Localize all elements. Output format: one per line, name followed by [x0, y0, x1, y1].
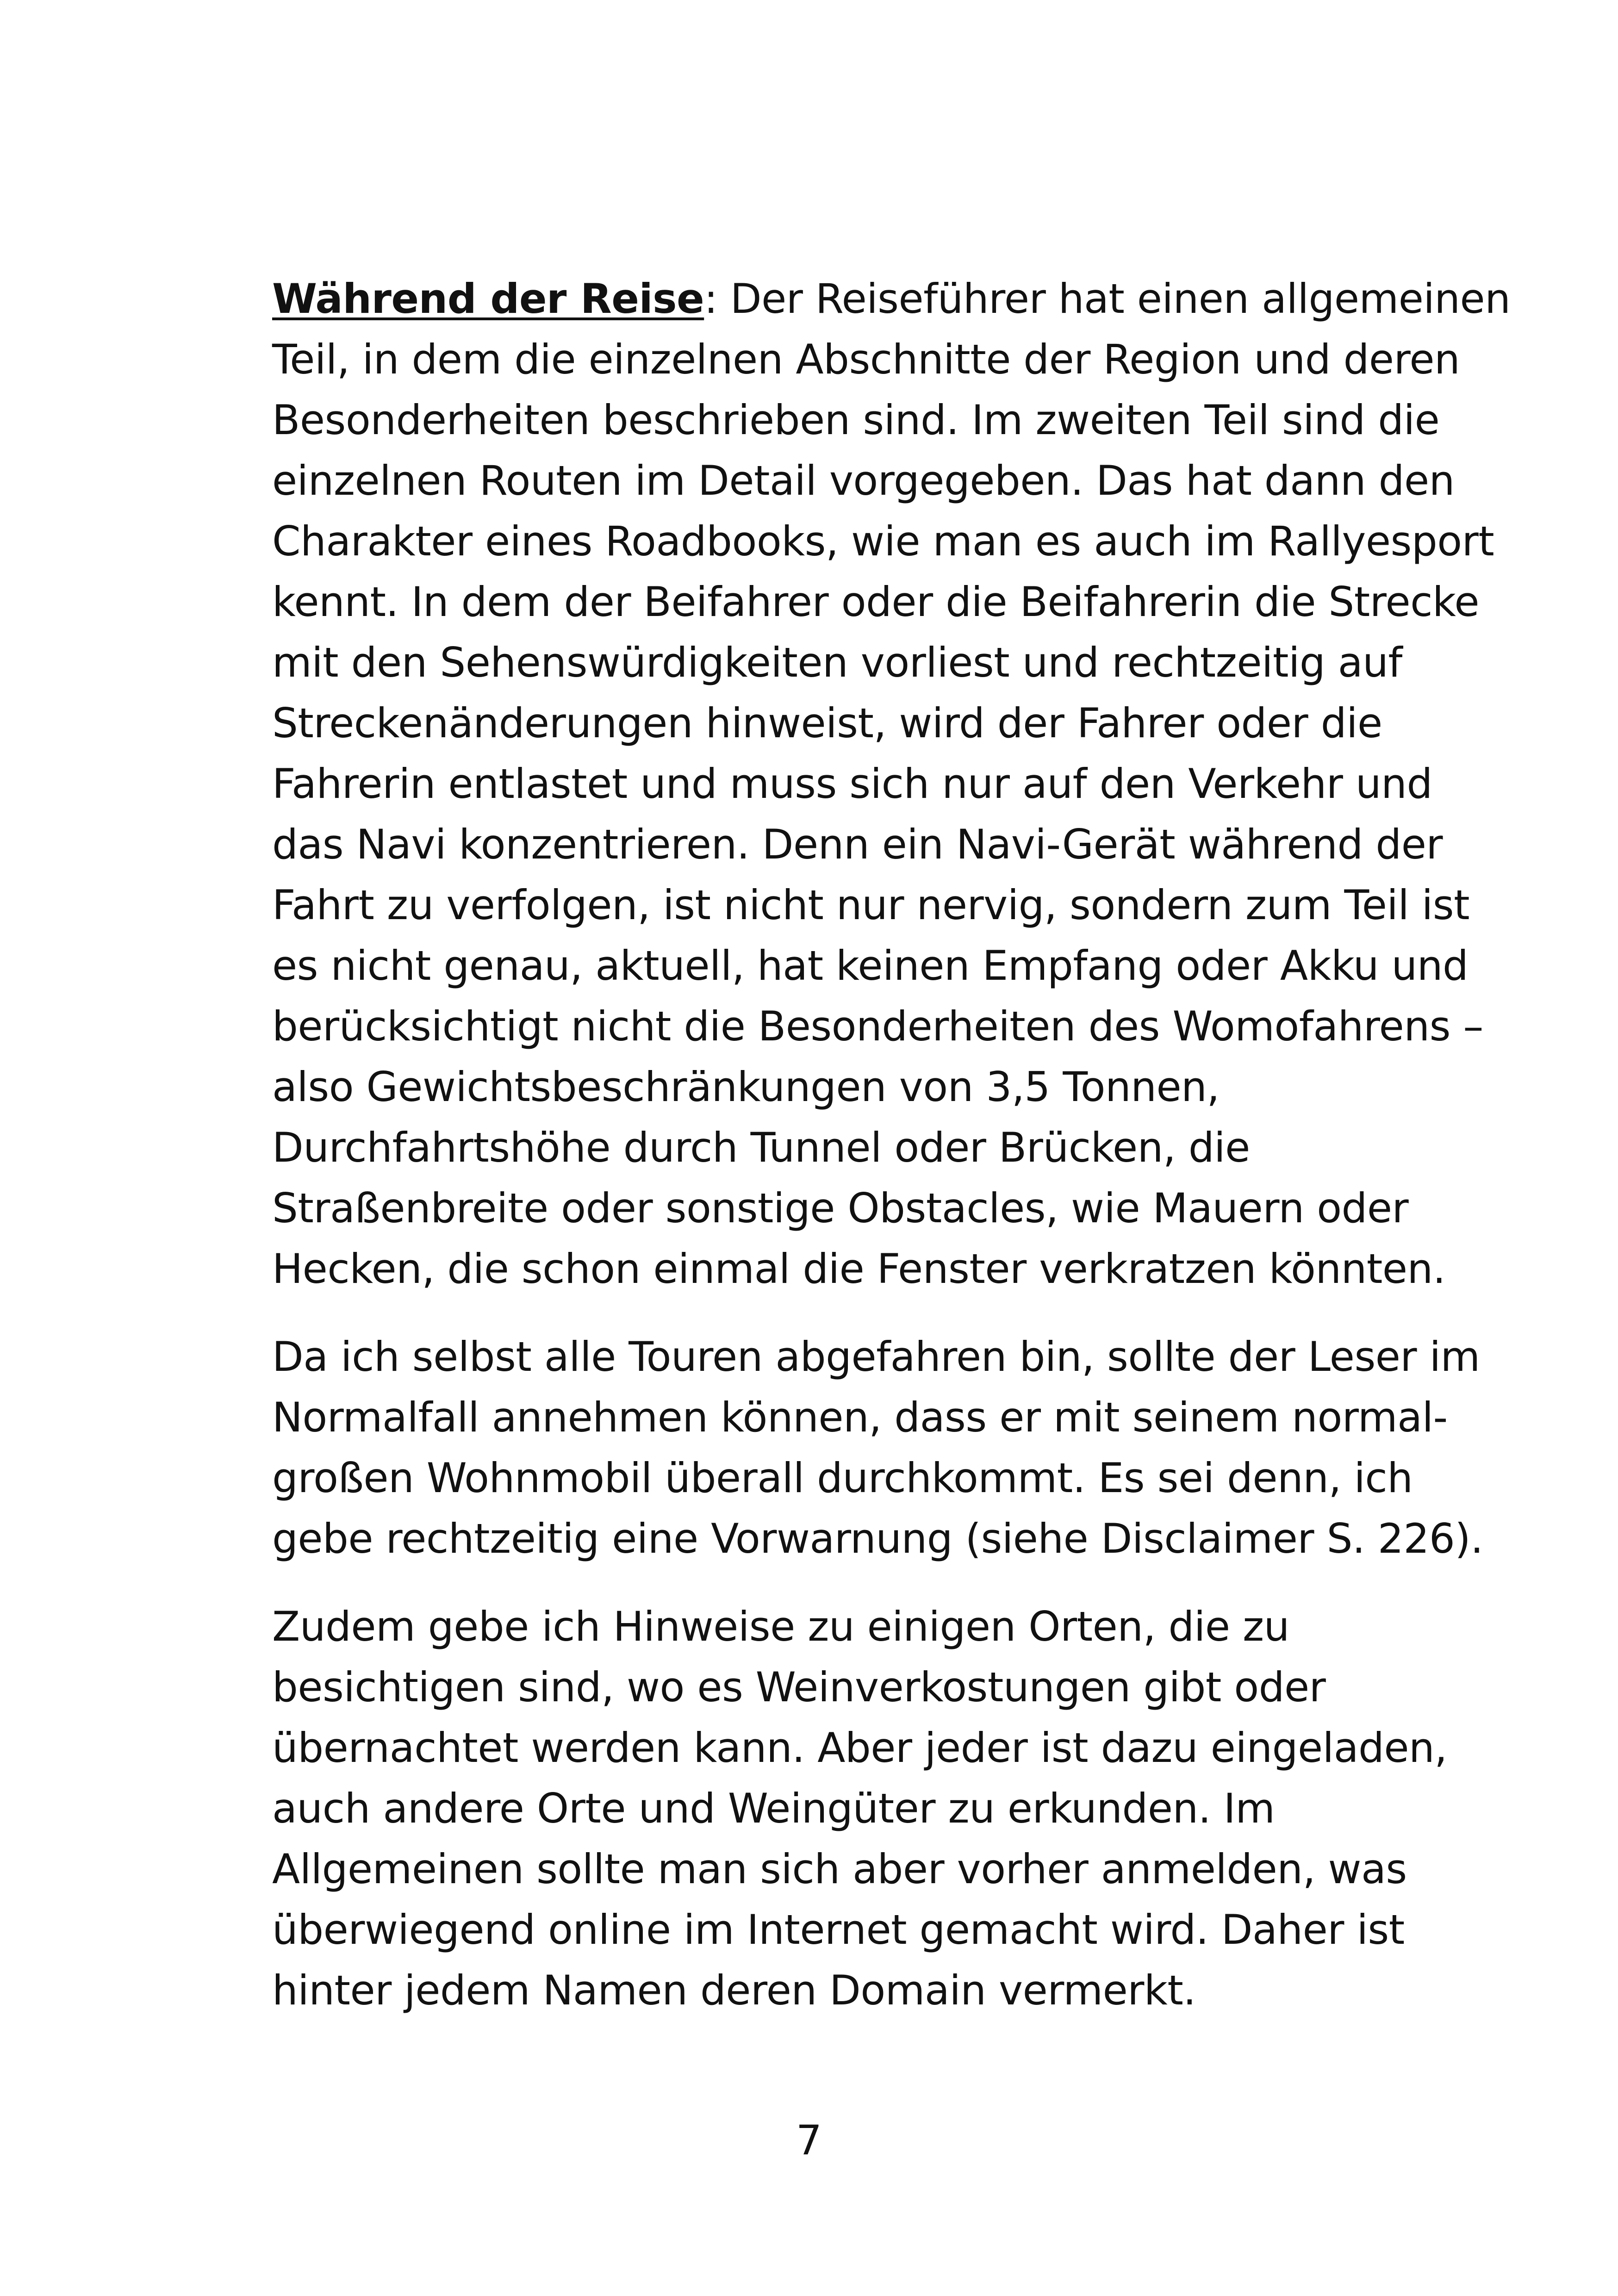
paragraph-tours: [272, 1326, 1483, 1569]
text-line: übernachtet werden kann. Aber jeder ist dazu eingeladen,: [272, 1724, 1447, 1772]
text-line: großen Wohnmobil überall durchkommt. Es sei denn, ich: [272, 1454, 1413, 1502]
page-number: 7: [796, 2116, 822, 2164]
text-line: das Navi konzentrieren. Denn ein Navi-Gerät während der: [272, 821, 1443, 868]
text-line: Besonderheiten beschrieben sind. Im zweiten Teil sind die: [272, 396, 1440, 444]
text-line: hinter jedem Namen deren Domain vermerkt.: [272, 1966, 1196, 2014]
text-line: Charakter eines Roadbooks, wie man es auch im Rallyesport: [272, 517, 1494, 565]
text-line: Hecken, die schon einmal die Fenster verkratzen könnten.: [272, 1245, 1446, 1293]
text-line: gebe rechtzeitig eine Vorwarnung (siehe Disclaimer S. 226).: [272, 1515, 1483, 1562]
text-line: Teil, in dem die einzelnen Abschnitte der Region und deren: [272, 336, 1460, 383]
text-line: überwiegend online im Internet gemacht wird. Daher ist: [272, 1906, 1405, 1954]
text-line: auch andere Orte und Weingüter zu erkunden. Im: [272, 1785, 1275, 1832]
body-text: [272, 268, 1511, 2021]
text-line: besichtigen sind, wo es Weinverkostungen gibt oder: [272, 1663, 1326, 1711]
text-line: Streckenänderungen hinweist, wird der Fahrer oder die: [272, 699, 1382, 747]
text-line: kennt. In dem der Beifahrer oder die Beifahrerin die Strecke: [272, 578, 1480, 626]
text-line: Allgemeinen sollte man sich aber vorher anmelden, was: [272, 1845, 1407, 1893]
text-line: [272, 268, 1511, 329]
text-line: mit den Sehenswürdigkeiten vorliest und rechtzeitig auf: [272, 639, 1402, 686]
text-line-rest: : Der Reiseführer hat einen allgemeinen: [704, 275, 1511, 323]
text-line: berücksichtigt nicht die Besonderheiten des Womofahrens –: [272, 1002, 1483, 1050]
text-line: also Gewichtsbeschränkungen von 3,5 Tonnen,: [272, 1063, 1220, 1111]
text-line: Straßenbreite oder sonstige Obstacles, wie Mauern oder: [272, 1184, 1409, 1232]
text-line: Normalfall annehmen können, dass er mit seinem normal-: [272, 1394, 1448, 1441]
text-line: einzelnen Routen im Detail vorgegeben. Das hat dann den: [272, 457, 1455, 504]
paragraph-hints: [272, 1596, 1447, 2021]
text-line: Zudem gebe ich Hinweise zu einigen Orten, die zu: [272, 1603, 1289, 1650]
section-heading: Während der Reise: [272, 275, 704, 323]
text-line: Durchfahrtshöhe durch Tunnel oder Brücken, die: [272, 1124, 1250, 1171]
paragraph-travel: [272, 268, 1511, 1299]
text-line: Fahrerin entlastet und muss sich nur auf den Verkehr und: [272, 760, 1432, 808]
text-line: Da ich selbst alle Touren abgefahren bin, sollte der Leser im: [272, 1333, 1480, 1381]
text-line: Fahrt zu verfolgen, ist nicht nur nervig, sondern zum Teil ist: [272, 881, 1470, 929]
text-line: es nicht genau, aktuell, hat keinen Empfang oder Akku und: [272, 942, 1469, 989]
